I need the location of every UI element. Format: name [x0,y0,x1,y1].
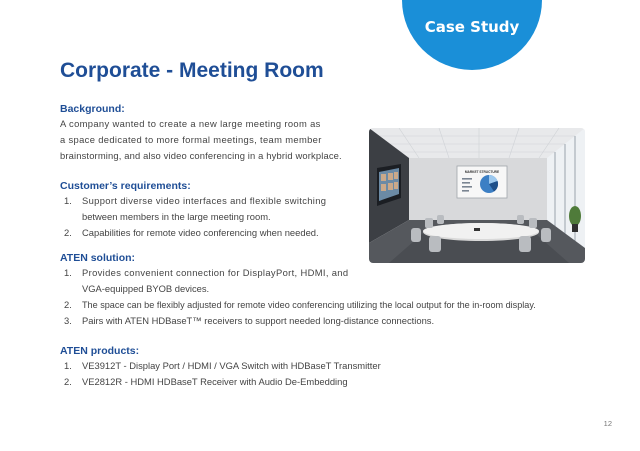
solution-item-1-line-2: VGA-equipped BYOB devices. [82,283,210,294]
meeting-room-photo [369,128,585,263]
product-ve2812r: VE2812R - HDMI HDBaseT Receiver with Audio De-Embedding [82,376,348,387]
background-line-3: brainstorming, and also video conferencing in a hybrid workplace. [60,150,342,161]
requirements-item-1-line-1: Support diverse video interfaces and flexible switching [82,195,327,206]
products-item [60,358,600,374]
products-heading: ATEN products: [60,345,140,357]
requirements-section [60,179,350,241]
requirements-item-2-line-1: Capabilities for remote video conferencing when needed. [82,227,319,238]
list-number: 3. [64,315,72,326]
screen-heading: MARKET STRUCTURE [464,170,500,174]
solution-item-2-line-1: The space can be flexibly adjusted for remote video conferencing utilizing the local output for the in-room display. [82,300,536,310]
background-section [60,102,350,164]
solution-item [60,313,600,329]
solution-heading: ATEN solution: [60,252,136,264]
solution-item-1-line-1: Provides convenient connection for DisplayPort, HDMI, and [82,267,349,278]
background-line-1: A company wanted to create a new large meeting room as [60,118,321,129]
solution-list [60,265,600,329]
requirements-item [60,225,350,241]
list-number: 2. [64,376,72,387]
product-ve3912t: VE3912T - Display Port / HDMI / VGA Switch with HDBaseT Transmitter [82,360,381,371]
list-number: 1. [64,195,72,206]
requirements-item-1-line-2: between members in the large meeting room. [82,211,271,222]
list-number: 1. [64,267,72,278]
products-section [60,344,600,390]
background-line-2: a space dedicated to more formal meetings, team member [60,134,322,145]
case-study-label: Case Study [424,18,520,36]
list-number: 2. [64,227,72,238]
requirements-list [60,193,350,241]
solution-item [60,297,600,313]
page-number: 12 [603,419,612,428]
list-number: 2. [64,299,72,310]
requirements-heading: Customer’s requirements: [60,180,191,192]
background-heading: Background: [60,103,125,115]
requirements-item [60,193,350,225]
solution-item-3-line-1: Pairs with ATEN HDBaseT™ receivers to support needed long-distance connections. [82,315,435,326]
products-list [60,358,600,390]
products-item [60,374,600,390]
page-title: Corporate - Meeting Room [60,59,324,82]
list-number: 1. [64,360,72,371]
case-study-badge [402,0,542,70]
solution-item [60,265,600,297]
